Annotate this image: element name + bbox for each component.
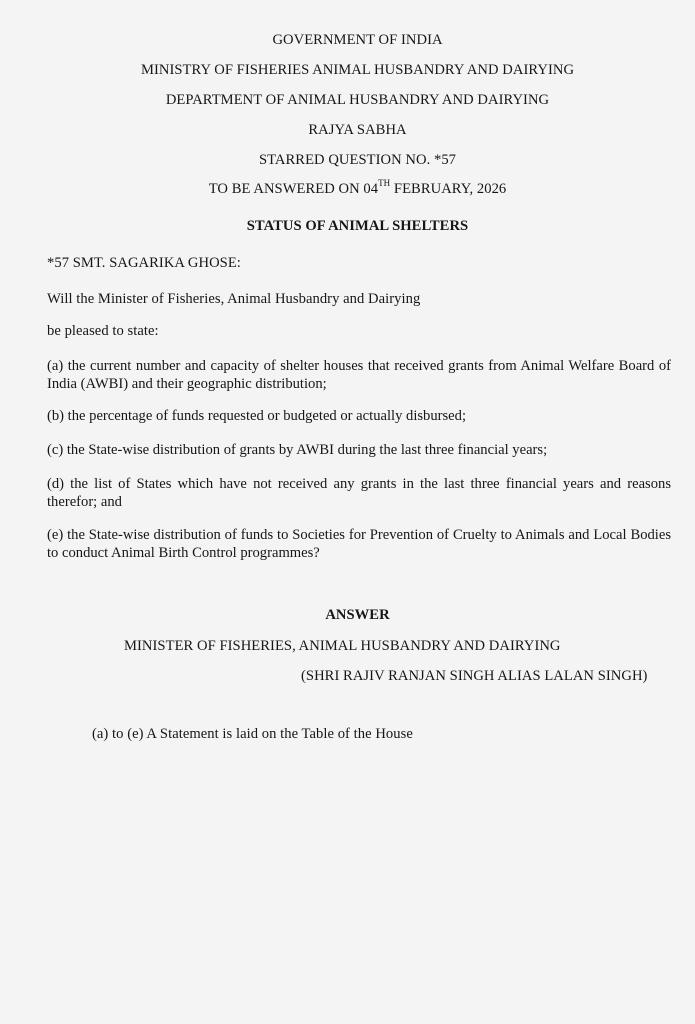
question-item-b: (b) the percentage of funds requested or budgeted or actually disbursed; <box>47 408 467 424</box>
answer-date-suffix: FEBRUARY, 2026 <box>390 181 507 197</box>
question-item-d: (d) the list of States which have not received any grants in the last three financial years and reasons therefor; and <box>47 476 671 510</box>
answer-heading: ANSWER <box>325 607 390 623</box>
question-asked-by: *57 SMT. SAGARIKA GHOSE: <box>47 255 241 271</box>
subject-heading: STATUS OF ANIMAL SHELTERS <box>246 218 469 234</box>
answer-statement: (a) to (e) A Statement is laid on the Table of the House <box>92 726 413 742</box>
header-department: DEPARTMENT OF ANIMAL HUSBANDRY AND DAIRYING <box>165 92 550 108</box>
answer-minister-name: (SHRI RAJIV RANJAN SINGH ALIAS LALAN SINGH) <box>301 668 648 684</box>
header-house: RAJYA SABHA <box>308 122 407 138</box>
question-item-c: (c) the State-wise distribution of grants by AWBI during the last three financial years; <box>47 442 548 458</box>
question-intro-line-1: Will the Minister of Fisheries, Animal Husbandry and Dairying <box>47 291 421 307</box>
question-item-e: (e) the State-wise distribution of funds to Societies for Prevention of Cruelty to Animals and Local Bodies to conduct Animal Birth Control programmes? <box>47 527 671 561</box>
answer-date-prefix: TO BE ANSWERED ON 04 <box>208 181 379 197</box>
header-answer-date <box>0 180 695 198</box>
answer-date-superscript: TH <box>378 178 391 189</box>
header-ministry: MINISTRY OF FISHERIES ANIMAL HUSBANDRY AND DAIRYING <box>140 62 575 78</box>
question-item-a: (a) the current number and capacity of shelter houses that received grants from Animal Welfare Board of India (AWBI) and their geographic distribution; <box>47 358 671 392</box>
header-question-number: STARRED QUESTION NO. *57 <box>258 152 457 168</box>
question-intro-line-2: be pleased to state: <box>47 323 159 339</box>
answer-minister-title: MINISTER OF FISHERIES, ANIMAL HUSBANDRY AND DAIRYING <box>124 638 561 654</box>
header-government: GOVERNMENT OF INDIA <box>272 32 443 48</box>
